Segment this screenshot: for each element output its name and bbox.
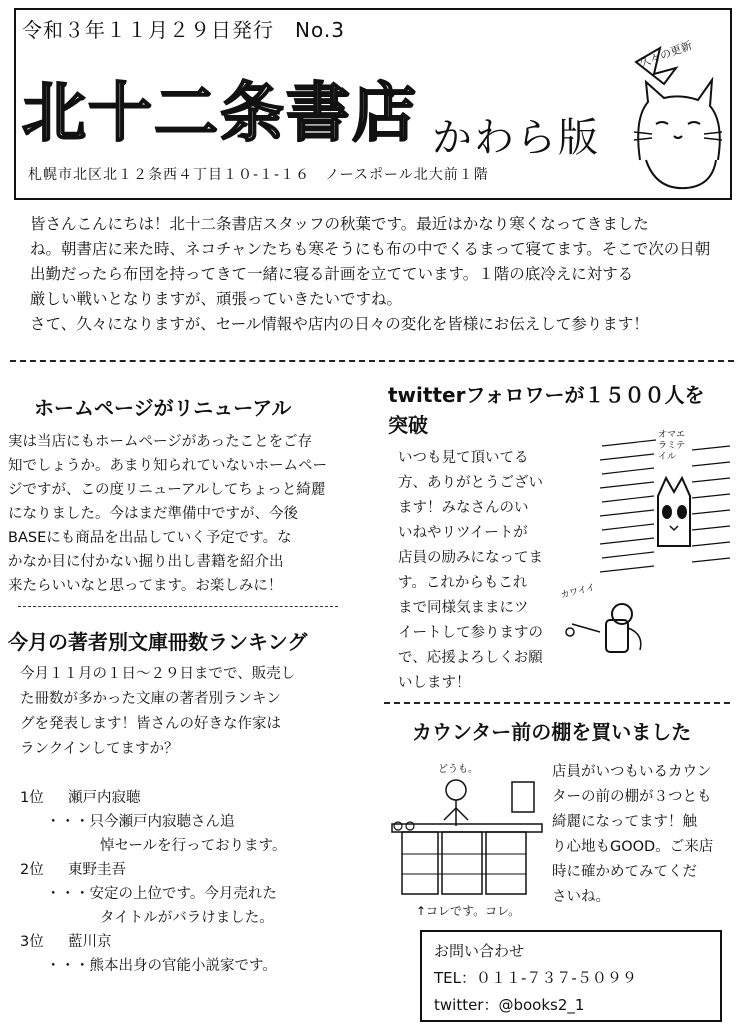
homepage-line: になりました。今はまだ準備中ですが、今後 [8, 506, 298, 522]
rank-note: ・・・只今瀬戸内寂聴さん追 [46, 814, 235, 830]
ranking-intro-line: 今月１１月の１日〜２９日までで、販売し [20, 666, 296, 682]
homepage-line: 実は当店にもホームページがあったことをご存 [8, 434, 313, 450]
twitter-line: で、応援よろしくお願 [398, 650, 543, 666]
sketch-caption: ↑コレです。コレ。 [416, 904, 521, 918]
ranking-heading: 今月の著者別文庫冊数ランキング [8, 630, 308, 654]
rank-author: 藍川京 [68, 934, 112, 950]
cat-mascot-illustration [616, 40, 728, 192]
counter-body [552, 760, 713, 910]
counter-line: ターの前の棚が３つとも [552, 789, 712, 805]
twitter-line: 店員の励みになってま [398, 550, 543, 566]
ranking-intro [20, 662, 295, 762]
counter-line: 綺麗になってます！触 [552, 814, 697, 830]
twitter-line: ます！みなさんのい [398, 500, 529, 516]
twitter-body [398, 446, 543, 696]
homepage-body [8, 430, 370, 598]
intro-line: さて、久々になりますが、セール情報や店内の日々の変化を皆様にお伝えして参ります！ [30, 315, 649, 333]
rank-note: ・・・熊本出身の官能小説家です。 [46, 958, 277, 974]
section-divider [18, 606, 338, 607]
ranking-intro-line: ランクインしてますか？ [20, 741, 179, 757]
contact-phone: TEL：０１１-７３７-５０９９ [434, 969, 637, 987]
store-name-logo: 北十二条書店 [22, 77, 418, 151]
sketch-caption: カワイイ [559, 582, 597, 602]
rank-note: タイトルがバラけました。 [100, 910, 274, 926]
sketch-speech: どうも。 [438, 764, 478, 775]
photo-caption: オマエラミテイル [658, 430, 686, 462]
homepage-line: 来たらいいなと思ってます。お楽しみに！ [8, 578, 283, 594]
ranking-item [20, 786, 286, 810]
intro-line: 出勤だったら布団を持ってきて一緒に寝る計画を立てています。１階の底冷えに対する [30, 265, 634, 283]
counter-shelf-sketch [388, 756, 548, 914]
rank-position: 1位 [20, 790, 44, 806]
ranking-item [20, 858, 286, 882]
ranking-intro-line: グを発表します！皆さんの好きな作家は [20, 716, 281, 732]
twitter-line: いねやリツイートが [398, 525, 528, 541]
twitter-heading-line: twitterフォロワーが１５００人を [388, 383, 705, 407]
section-divider [384, 702, 730, 704]
twitter-line: いします！ [398, 675, 471, 691]
homepage-line: BASEにも商品を出品していく予定です。な [8, 530, 292, 546]
intro-line: ね。朝書店に来た時、ネコチャンたちも寒そうにも布の中でくるまって寝てます。そこで次の日朝 [30, 240, 711, 258]
intro-line: 皆さんこんにちは！北十二条書店スタッフの秋葉です。最近はかなり寒くなってきました [30, 215, 649, 233]
rank-author: 瀬戸内寂聴 [68, 790, 141, 806]
counter-line: り心地もGOOD。ご来店 [552, 839, 714, 855]
cat-speech-bubble-text: 久々の更新 [637, 38, 694, 70]
twitter-line: す。これからもこれ [398, 575, 528, 591]
counter-heading: カウンター前の棚を買いました [412, 720, 692, 744]
ranking-item [20, 930, 286, 954]
homepage-line: かなか目に付かない掘り出し書籍を紹介出 [8, 554, 284, 570]
twitter-line: まで同様気ままにツ [398, 600, 529, 616]
homepage-heading: ホームページがリニューアル [34, 396, 292, 420]
counter-line: 店員がいつもいるカウン [552, 764, 712, 780]
rank-position: 3位 [20, 934, 44, 950]
counter-line: さいね。 [552, 889, 610, 905]
edition-title: かわら版 [432, 115, 600, 161]
homepage-line: ジですが、この度リニューアルしてちょっと綺麗 [8, 482, 326, 498]
rank-note: 悼セールを行っております。 [100, 838, 287, 854]
twitter-line: 方、ありがとうござい [398, 475, 543, 491]
homepage-line: 知でしょうか。あまり知られていないホームペー [8, 458, 327, 474]
rank-note: ・・・安定の上位です。今月売れた [46, 886, 277, 902]
intro-paragraph [30, 212, 720, 337]
rank-position: 2位 [20, 862, 44, 878]
intro-line: 厳しい戦いとなりますが、頑張っていきたいですね。 [30, 290, 403, 308]
contact-box [420, 930, 722, 1022]
contact-title: お問い合わせ [434, 942, 525, 960]
counter-line: 時に確かめてみてくだ [552, 864, 697, 880]
twitter-line: いつも見て頂いてる [398, 450, 529, 466]
store-address: 札幌市北区北１２条西４丁目１０-１-１６ ノースポール北大前１階 [28, 167, 489, 183]
ranking-intro-line: た冊数が多かった文庫の著者別ランキン [20, 691, 281, 707]
rank-author: 東野圭吾 [68, 862, 126, 878]
contact-twitter: twitter：@books2_1 [434, 996, 585, 1014]
issue-date: 令和３年１１月２９日発行 No.3 [22, 18, 345, 42]
twitter-line: イートして参りますの [398, 625, 543, 641]
ranking-list [20, 786, 286, 978]
twitter-heading-line: 突破 [388, 413, 428, 437]
section-divider [10, 360, 734, 362]
